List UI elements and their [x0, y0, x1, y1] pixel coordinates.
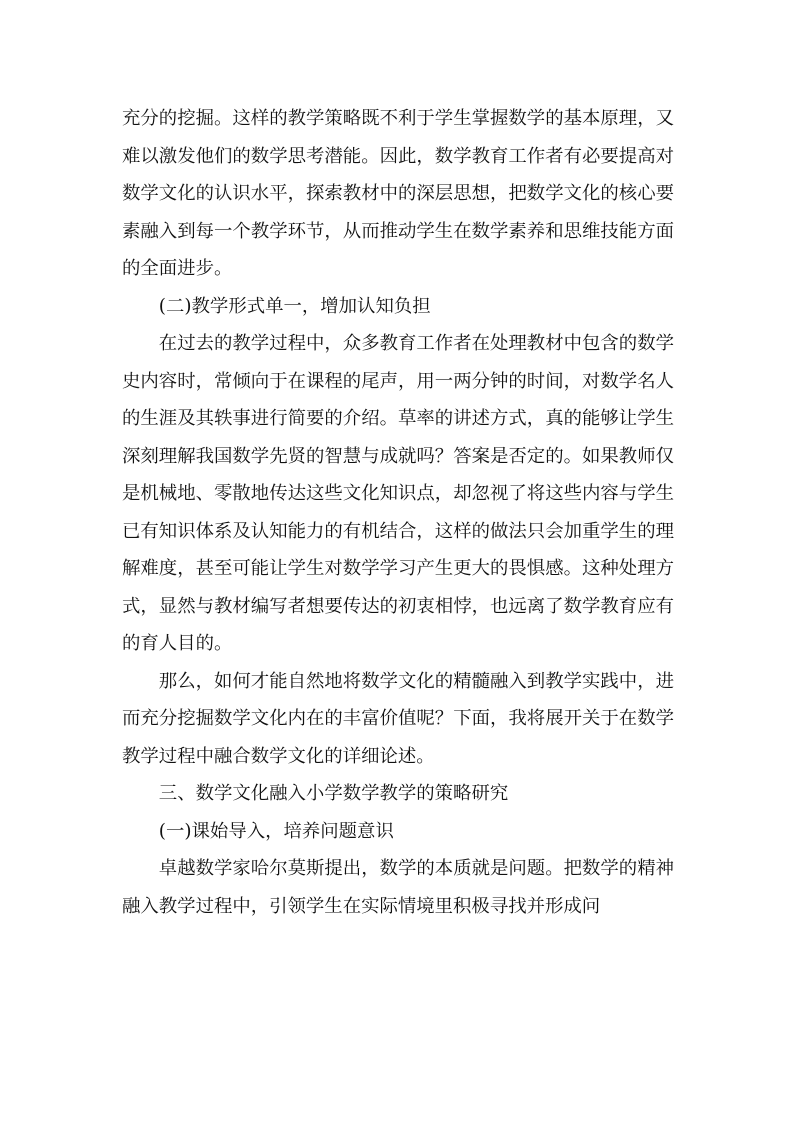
paragraph-continued-exploration: 充分的挖掘。这样的教学策略既不利于学生掌握数学的基本原理，又难以激发他们的数学思考潜能。因此，数学教育工作者有必要提高对数学文化的认识水平，探索教材中的深层思想，把数学文化的核心要素融入到每一个教学环节，从而推动学生在数学素养和思维技能方面的全面进步。: [122, 108, 674, 279]
subheading-lesson-intro: (一)课始导入，培养问题意识: [158, 820, 394, 842]
paragraph-transition: 那么，如何才能自然地将数学文化的精髓融入到教学实践中，进而充分挖掘数学文化内在的丰富价值呢？下面，我将展开关于在数学教学过程中融合数学文化的详细论述。: [122, 670, 674, 767]
paragraph-past-teaching: 在过去的教学过程中，众多教育工作者在处理教材中包含的数学史内容时，常倾向于在课程的尾声，用一两分钟的时间，对数学名人的生涯及其轶事进行简要的介绍。草率的讲述方式，真的能够让学生深刻理解我国数学先贤的智慧与成就吗？答案是否定的。如果教师仅是机械地、零散地传达这些文化知识点，却忽视了将这些内容与学生已有知识体系及认知能力的有机结合，这样的做法只会加重学生的理解难度，甚至可能让学生对数学学习产生更大的畏惧感。这种处理方式，显然与教材编写者想要传达的初衷相悖，也远离了数学教育应有的育人目的。: [122, 333, 674, 654]
subheading-teaching-form: (二)教学形式单一，增加认知负担: [158, 295, 431, 317]
section-heading-strategies: 三、数学文化融入小学数学教学的策略研究: [158, 783, 509, 804]
paragraph-halmos: 卓越数学家哈尔莫斯提出，数学的本质就是问题。把数学的精神融入教学过程中，引领学生在实际情境里积极寻找并形成问: [122, 858, 674, 917]
document-body: [122, 100, 674, 925]
